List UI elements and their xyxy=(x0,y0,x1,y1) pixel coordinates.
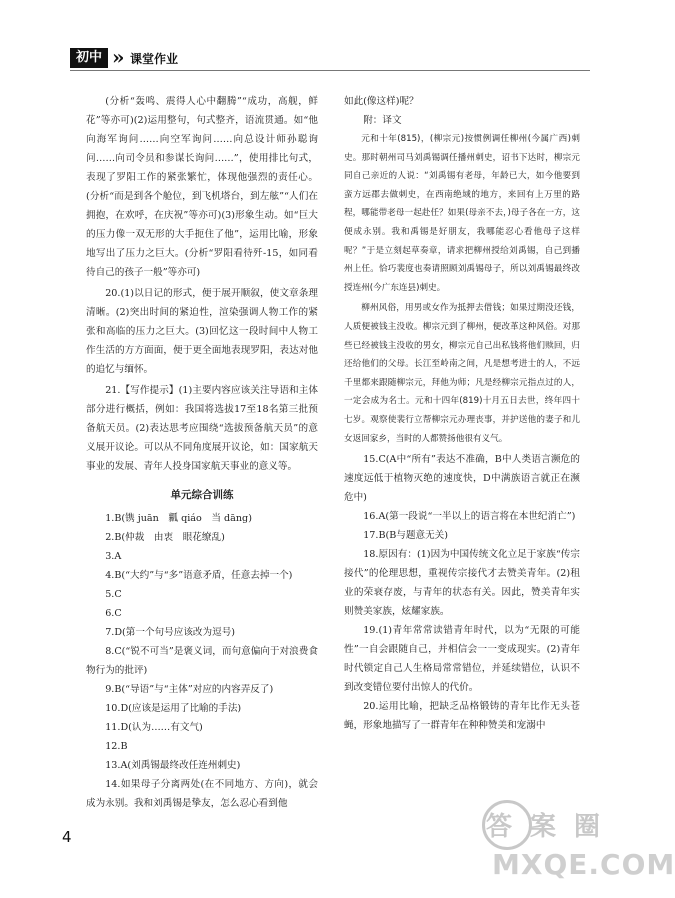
double-chevron-icon: » xyxy=(112,45,125,69)
answer-item: 6.C xyxy=(105,608,122,619)
paragraph: 20.(1)以日记的形式，便于展开顺叙，使文章条理清晰。(2)突出时间的紧迫性，渲染强调人物工作的紧张和高临的压力之巨大。(3)回忆这一段时间中人物工作生活的方方面面，便于更全面地表现罗阳，表达对他的追忆与缅怀。 xyxy=(86,288,318,375)
paragraph: 21.【写作提示】(1)主要内容应该关注导语和主体部分进行概括，例如：我国将选拔17至18名第三批预备航天员。(2)表达思考应围绕“选拔预备航天员”的意义展开议论。可以从不同角度展开议论，如：国家航天事业的发展、青年人投身国家航天事业的意义等。 xyxy=(86,385,318,472)
page-number: 4 xyxy=(62,828,72,846)
answer-item: 12.B xyxy=(105,741,128,752)
translation-paragraph: 元和十年(815)，(柳宗元)按惯例调任柳州(今属广西)刺史。那时朝州司马刘禹锡调任播州刺史，诏书下达时，柳宗元同自己亲近的人说：“刘禹锡有老母，年龄已大，如今他要到蛮方远郡去做刺史，在西南绝域的地方，来回有上万里的路程，哪能带老母一起赴任？如果(母亲不去，)母子各在一方，这便成永别。我和禹锡是好朋友，我哪能忍心看他母子这样呢？”于是立刻起草奏章，请求把柳州授给刘禹锡，自己到播州上任。恰巧裴度也奏请照顾刘禹锡母子，所以刘禹锡最终改授连州(今广东连县)刺史。 xyxy=(344,134,580,293)
translation-title: 附：译文 xyxy=(363,115,402,126)
watermark-glyph: 案 xyxy=(530,812,557,842)
answer-item: 9.B(“导语”与“主体”对应的内容弄反了) xyxy=(105,684,274,695)
answer-item: 1.B(镌 juān 瓤 qiáo 当 dāng) xyxy=(105,513,252,524)
answer-item: 5.C xyxy=(105,589,122,600)
answer-item: 7.D(第一个句号应该改为逗号) xyxy=(105,627,236,638)
header-subtitle: 课堂作业 xyxy=(130,52,179,66)
answer-item: 3.A xyxy=(105,551,122,562)
translation-paragraph: 柳州风俗，用男或女作为抵押去借钱；如果过期没还钱，人质便被钱主没收。柳宗元到了柳州，便改革这种风俗。对那些已经被钱主没收的男女，柳宗元自己出私钱将他们赎回，归还给他们的父母。长江至岭南之间，凡是想考进士的人，不远千里都来跟随柳宗元，拜他为师；凡是经柳宗元指点过的人，一定会成为名士。元和十四年(819)十月五日去世，终年四十七岁。观察使裴行立帮柳宗元办理丧事，并护送他的妻子和儿女返回家乡，当时的人都赞扬他很有义气。 xyxy=(344,303,580,444)
continuation-text: 如此(像这样)呢？ xyxy=(344,96,419,107)
answer-item: 19.(1)青年常常读错青年时代，以为“无限的可能性”一自会跟随自己，并相信会一一变成现实。(2)青年时代锁定自己人生格局常常错位，并延续错位，认识不到改变错位要付出惊人的代价。 xyxy=(344,625,580,694)
answer-item: 14.如果母子分离两处(在不同地方、方向)，就会成为永别。我和刘禹锡是挚友，怎么忍心看到他 xyxy=(86,779,318,809)
left-column xyxy=(86,92,318,813)
page-header xyxy=(70,42,590,72)
answer-item: 15.C(A中“所有”表达不准确，B中人类语言濒危的速度远低于植物灭绝的速度快，D中满族语言就正在濒危中) xyxy=(344,454,580,504)
watermark-glyph: 圈 xyxy=(574,812,601,842)
answer-item: 17.B(B与题意无关) xyxy=(363,530,448,542)
answer-item: 11.D(认为……有文气) xyxy=(105,722,203,733)
answer-item: 18.原因有：(1)因为中国传统文化立足于家族“传宗接代”的伦理思想，重视传宗接代才去赞美青年。(2)租业的荣衰存废，与青年的状态有关。因此，赞美青年实则赞美家族，炫耀家族。 xyxy=(344,549,580,618)
answer-item: 10.D(应该是运用了比喻的手法) xyxy=(105,703,242,714)
grade-tag: 初中 xyxy=(70,48,108,68)
answer-item: 16.A(第一段说“一半以上的语言将在本世纪消亡”) xyxy=(363,511,576,523)
right-column xyxy=(344,92,580,735)
answer-item: 2.B(仲裁 由衷 眼花缭乱) xyxy=(105,532,225,543)
watermark-glyph: 答 xyxy=(486,812,513,842)
watermark-url: MXQE.COM xyxy=(492,848,675,881)
answer-item: 4.B(“大约”与“多”语意矛盾，任意去掉一个) xyxy=(105,570,293,581)
watermark-logo xyxy=(470,800,675,890)
header-divider xyxy=(70,70,590,71)
answer-item: 8.C(“锐不可当”是褒义词，而句意偏向于对浪费食物行为的批评) xyxy=(86,646,318,676)
section-title: 单元综合训练 xyxy=(170,489,234,501)
answer-item: 20.运用比喻，把缺乏品格锻铸的青年比作无头苍蝇，形象地描写了一群青年在种种赞美和宠溺中 xyxy=(344,701,580,732)
answer-item: 13.A(刘禹锡最终改任连州刺史) xyxy=(105,760,241,771)
paragraph: (分析“轰鸣、震得人心中翻腾”“成功，高舰，鲜花”等亦可)(2)运用整句，句式整齐，语流贯通。如“他向海军询问……向空军询问……向总设计师孙聪询问……向司令员和参谋长询问……”，使用排比句式，表现了罗阳工作的紧张繁忙，体现他强烈的责任心。(分析“而是到各个舱位，到飞机塔台，到左舷”“人们在拥抱，在欢呼，在庆祝”等亦可)(3)形象生动。如“巨大的压力像一双无形的大手扼住了他”，运用比喻，形象地写出了压力之巨大。(分析“罗阳看待歼-15，如同看待自己的孩子一般”等亦可) xyxy=(86,96,318,278)
